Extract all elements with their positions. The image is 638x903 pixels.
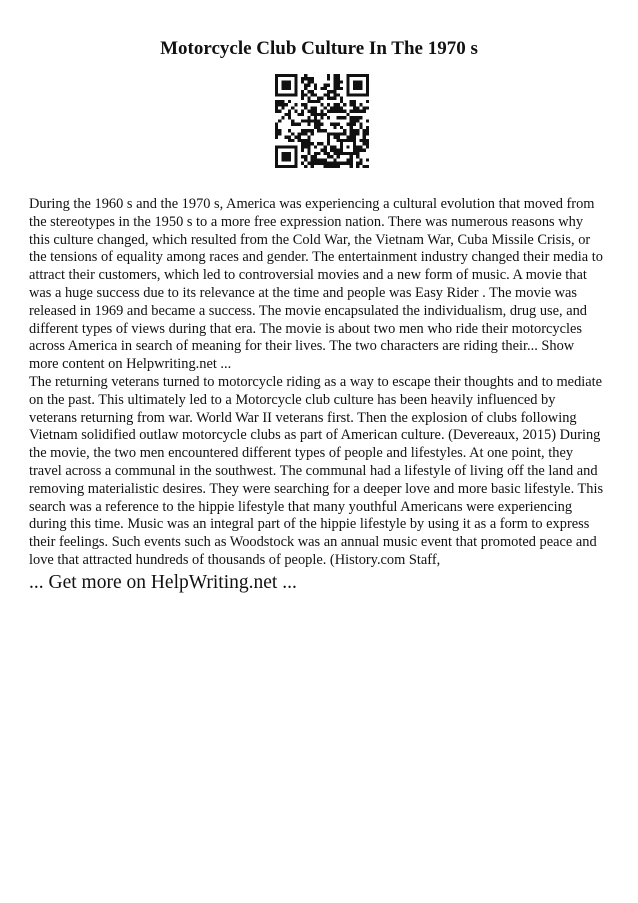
qr-code-icon <box>275 74 369 168</box>
paragraph-2: The returning veterans turned to motorcycle riding as a way to escape their thoughts and to mediate on the past. This ultimately led to a Motorcycle club culture has been heavily influenced by veterans returning from war. World War II veterans first. Then the explosion of clubs following Vietnam solidified outlaw motorcycle clubs as part of American culture. (Devereaux, 2015) During the movie, the two men encountered different types of people and lifestyles. At one point, they travel across a communal in the southwest. The communal had a lifestyle of living off the land and removing materialistic desires. They were searching for a deeper love and more basic lifestyle. This search was a reference to the hippie lifestyle that many youthful Americans were experiencing during this time. Music was an integral part of the hippie lifestyle by using it as a form to express their feelings. Such events such as Woodstock was an annual music event that promoted peace and love that attracted hundreds of thousands of people. (History.com Staff, <box>29 373 604 568</box>
page-title: Motorcycle Club Culture In The 1970 s <box>160 38 478 59</box>
paragraph-1: During the 1960 s and the 1970 s, America was experiencing a cultural evolution that moved from the stereotypes in the 1950 s to a more free expression nation. There was numerous reasons why this culture changed, which resulted from the Cold War, the Vietnam War, Cuba Missile Crisis, or the tensions of equality among races and gender. The entertainment industry changed their media to attract their customers, which led to controversial movies and a new form of music. A movie that was a huge success due to its relevance at the time and people was Easy Rider . The movie was released in 1969 and became a success. The movie encapsulated the individualism, drug use, and different types of views during that era. The movie is about two men who ride their motorcycles across America in search of meaning for their lives. The two characters are riding their... Show more content on Helpwriting.net ... <box>29 196 603 373</box>
article-body <box>29 196 605 570</box>
get-more-link[interactable]: ... Get more on HelpWriting.net ... <box>29 572 297 593</box>
